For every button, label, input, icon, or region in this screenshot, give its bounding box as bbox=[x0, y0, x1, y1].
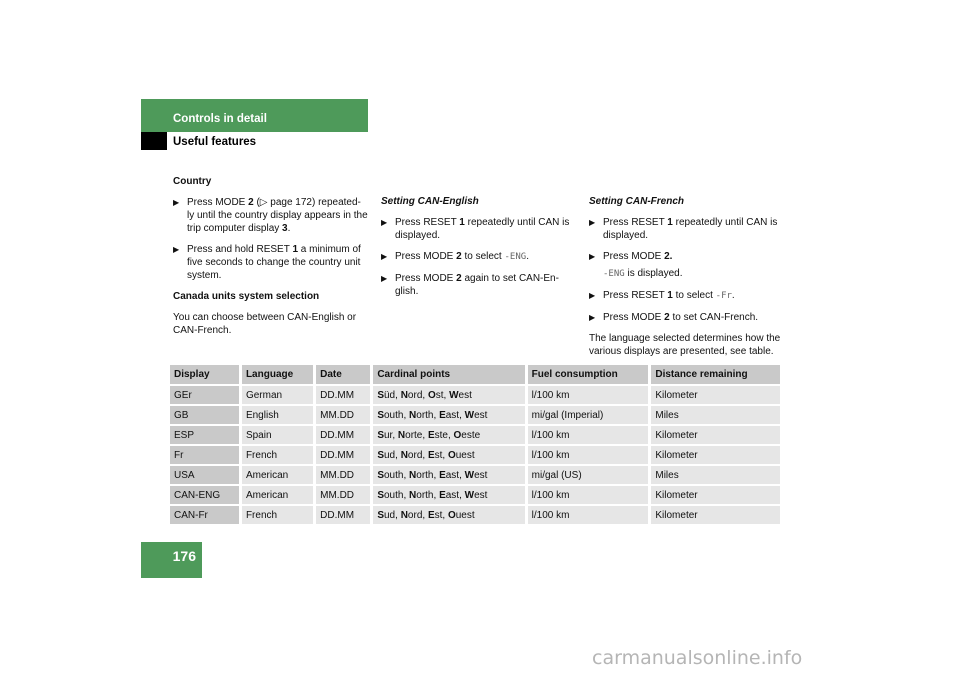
cardinal-initial: S bbox=[377, 489, 384, 501]
canada-text: You can choose between CAN-English or CAN-French. bbox=[173, 312, 357, 336]
cell-date: DD.MM bbox=[313, 446, 370, 464]
arrow-icon: ▶ bbox=[381, 274, 388, 283]
step-text: to select bbox=[672, 290, 716, 301]
cell-display: GB bbox=[170, 406, 239, 424]
step-num: 1 bbox=[667, 217, 673, 228]
can-english-step-2 bbox=[381, 250, 576, 264]
cardinal-initial: S bbox=[377, 469, 384, 481]
table-row bbox=[170, 426, 780, 444]
step-num: 1 bbox=[667, 290, 673, 301]
cardinal-rest: orth, bbox=[416, 469, 440, 481]
cell-language: French bbox=[239, 446, 313, 464]
step-num: 2. bbox=[664, 251, 673, 262]
cardinal-rest: outh, bbox=[384, 469, 410, 481]
cardinal-initial: O bbox=[453, 429, 462, 441]
step-text: again to set CAN-En-glish. bbox=[395, 273, 559, 297]
cell-distance: Kilometer bbox=[648, 426, 780, 444]
step-text: . bbox=[526, 251, 529, 262]
step-num: 2 bbox=[664, 312, 670, 323]
can-french-result bbox=[589, 267, 784, 281]
cardinal-initial: S bbox=[377, 389, 384, 401]
cell-language: French bbox=[239, 506, 313, 524]
cardinal-rest: ord, bbox=[407, 389, 428, 401]
header-marker bbox=[141, 132, 167, 150]
step-num: 3 bbox=[282, 223, 288, 234]
can-french-step-3 bbox=[589, 289, 784, 303]
step-text: Press MODE bbox=[395, 251, 457, 262]
cardinal-initial: O bbox=[447, 449, 456, 461]
cardinal-initial: E bbox=[427, 429, 435, 441]
cell-cardinal-points bbox=[370, 446, 524, 464]
cardinal-initial: O bbox=[427, 389, 436, 401]
step-text: Press MODE bbox=[187, 197, 249, 208]
can-english-step-3 bbox=[381, 272, 576, 298]
cardinal-rest: ord, bbox=[407, 449, 428, 461]
cardinal-initial: E bbox=[427, 509, 435, 521]
arrow-icon: ▶ bbox=[589, 291, 596, 300]
cardinal-initial: N bbox=[409, 489, 417, 501]
country-step-1 bbox=[173, 196, 368, 235]
cardinal-rest: ur, bbox=[384, 429, 398, 441]
canada-heading: Canada units system selection bbox=[173, 291, 320, 302]
step-text: Press RESET bbox=[395, 217, 460, 228]
cardinal-rest: orth, bbox=[416, 409, 440, 421]
step-num: 2 bbox=[248, 197, 254, 208]
header-cardinal-points: Cardinal points bbox=[370, 365, 524, 384]
can-french-step-2 bbox=[589, 250, 784, 263]
cell-language: Spain bbox=[239, 426, 313, 444]
cardinal-initial: N bbox=[400, 509, 408, 521]
cardinal-initial: E bbox=[439, 489, 446, 501]
cell-distance: Miles bbox=[648, 466, 780, 484]
language-note: The language selected determines how the various displays are presented, see table. bbox=[589, 333, 781, 357]
section-title: Controls in detail bbox=[173, 113, 267, 125]
step-text: Press MODE bbox=[395, 273, 457, 284]
cell-date: MM.DD bbox=[313, 486, 370, 504]
arrow-icon: ▶ bbox=[589, 218, 596, 227]
cardinal-rest: üd, bbox=[384, 389, 401, 401]
arrow-icon: ▶ bbox=[173, 245, 180, 254]
page-number: 176 bbox=[141, 542, 202, 578]
cell-date: DD.MM bbox=[313, 506, 370, 524]
cardinal-rest: ast, bbox=[445, 489, 465, 501]
step-text: repeatedly until CAN is displayed. bbox=[603, 217, 778, 241]
cardinal-initial: N bbox=[400, 389, 408, 401]
cell-cardinal-points bbox=[370, 506, 524, 524]
step-text: Press RESET bbox=[603, 217, 668, 228]
cell-date: DD.MM bbox=[313, 386, 370, 404]
cardinal-rest: orth, bbox=[416, 489, 440, 501]
step-text: Press MODE bbox=[603, 312, 665, 323]
cell-cardinal-points bbox=[370, 466, 524, 484]
cardinal-rest: st, bbox=[435, 389, 450, 401]
cardinal-initial: N bbox=[409, 409, 417, 421]
cardinal-initial: S bbox=[377, 429, 384, 441]
step-text: to select bbox=[461, 251, 505, 262]
step-num: 1 bbox=[459, 217, 465, 228]
cardinal-initial: N bbox=[400, 449, 408, 461]
cell-distance: Kilometer bbox=[648, 386, 780, 404]
cell-date: MM.DD bbox=[313, 466, 370, 484]
cardinal-initial: E bbox=[439, 469, 446, 481]
table-row bbox=[170, 486, 780, 504]
step-text: repeatedly until CAN is displayed. bbox=[395, 217, 570, 241]
cardinal-initial: W bbox=[464, 409, 475, 421]
arrow-icon: ▶ bbox=[381, 218, 388, 227]
cardinal-rest: uest bbox=[455, 509, 475, 521]
arrow-icon: ▶ bbox=[173, 198, 180, 207]
step-num: 1 bbox=[292, 244, 298, 255]
column-can-french bbox=[589, 195, 784, 366]
cell-cardinal-points bbox=[370, 426, 524, 444]
can-french-step-4 bbox=[589, 311, 784, 324]
cell-fuel: l/100 km bbox=[525, 446, 649, 464]
cardinal-rest: est bbox=[474, 409, 488, 421]
cell-fuel: l/100 km bbox=[525, 486, 649, 504]
header-fuel-consumption: Fuel consumption bbox=[525, 365, 649, 384]
cell-fuel: mi/gal (Imperial) bbox=[525, 406, 649, 424]
cardinal-rest: uest bbox=[455, 449, 475, 461]
column-country bbox=[173, 175, 368, 345]
can-english-heading: Setting CAN-English bbox=[381, 196, 479, 207]
table-row bbox=[170, 406, 780, 424]
cardinal-rest: outh, bbox=[384, 409, 410, 421]
cardinal-initial: N bbox=[397, 429, 406, 441]
cardinal-rest: ord, bbox=[407, 509, 428, 521]
cell-display: Fr bbox=[170, 446, 239, 464]
cardinal-initial: S bbox=[377, 509, 384, 521]
cell-fuel: mi/gal (US) bbox=[525, 466, 649, 484]
cardinal-rest: est bbox=[458, 389, 472, 401]
header-date: Date bbox=[313, 365, 370, 384]
language-table bbox=[170, 363, 780, 526]
section-subtitle: Useful features bbox=[173, 136, 257, 148]
header-distance-remaining: Distance remaining bbox=[648, 365, 780, 384]
step-text: Press MODE bbox=[603, 251, 665, 262]
cell-language: American bbox=[239, 466, 313, 484]
step-num: 2 bbox=[456, 273, 462, 284]
cardinal-initial: E bbox=[427, 449, 435, 461]
table-row bbox=[170, 506, 780, 524]
cell-fuel: l/100 km bbox=[525, 506, 649, 524]
watermark: carmanualsonline.info bbox=[592, 647, 803, 669]
column-can-english bbox=[381, 195, 576, 306]
step-text: . bbox=[731, 290, 735, 301]
cell-distance: Kilometer bbox=[648, 446, 780, 464]
cell-display: USA bbox=[170, 466, 239, 484]
cardinal-rest: ast, bbox=[445, 409, 465, 421]
arrow-icon: ▶ bbox=[381, 252, 388, 261]
table-row bbox=[170, 446, 780, 464]
cell-display: CAN-ENG bbox=[170, 486, 239, 504]
cardinal-initial: E bbox=[439, 409, 446, 421]
cell-fuel: l/100 km bbox=[525, 426, 649, 444]
header-language: Language bbox=[239, 365, 313, 384]
cardinal-rest: ud, bbox=[384, 449, 401, 461]
step-text: a minimum of five seconds to change the country unit system. bbox=[187, 244, 361, 281]
cardinal-rest: ste, bbox=[434, 429, 454, 441]
country-step-2 bbox=[173, 243, 368, 282]
cardinal-rest: est bbox=[474, 469, 488, 481]
step-text: to set CAN-French. bbox=[669, 312, 759, 323]
table-row bbox=[170, 466, 780, 484]
cell-fuel: l/100 km bbox=[525, 386, 649, 404]
step-text: Press RESET bbox=[603, 290, 668, 301]
cell-display: CAN-Fr bbox=[170, 506, 239, 524]
arrow-icon: ▶ bbox=[589, 252, 596, 261]
cell-display: GEr bbox=[170, 386, 239, 404]
can-french-heading: Setting CAN-French bbox=[589, 196, 684, 207]
cardinal-rest: est bbox=[474, 489, 488, 501]
cardinal-rest: st, bbox=[434, 449, 448, 461]
cell-distance: Kilometer bbox=[648, 506, 780, 524]
display-code: -Fr bbox=[715, 291, 732, 301]
cardinal-rest: este bbox=[461, 429, 481, 441]
cell-distance: Kilometer bbox=[648, 486, 780, 504]
cell-date: DD.MM bbox=[313, 426, 370, 444]
step-text: is displayed. bbox=[624, 268, 683, 279]
cardinal-initial: O bbox=[447, 509, 456, 521]
cardinal-initial: W bbox=[449, 389, 459, 401]
display-code: -ENG bbox=[504, 252, 527, 262]
cell-language: American bbox=[239, 486, 313, 504]
step-num: 2 bbox=[456, 251, 462, 262]
cell-language: English bbox=[239, 406, 313, 424]
cardinal-initial: W bbox=[464, 469, 475, 481]
cell-cardinal-points bbox=[370, 406, 524, 424]
cardinal-rest: ud, bbox=[384, 509, 401, 521]
step-text: . bbox=[287, 223, 291, 234]
cardinal-rest: orte, bbox=[405, 429, 428, 441]
country-heading: Country bbox=[173, 176, 212, 187]
display-code: -ENG bbox=[603, 269, 625, 279]
cell-cardinal-points bbox=[370, 486, 524, 504]
table-header-row bbox=[170, 365, 780, 384]
cardinal-initial: W bbox=[464, 489, 475, 501]
cardinal-rest: outh, bbox=[384, 489, 410, 501]
step-text: Press and hold RESET bbox=[187, 244, 293, 255]
can-french-step-1 bbox=[589, 216, 784, 242]
cell-display: ESP bbox=[170, 426, 239, 444]
arrow-icon: ▶ bbox=[589, 313, 596, 322]
cardinal-initial: N bbox=[409, 469, 417, 481]
can-english-step-1 bbox=[381, 216, 576, 242]
cell-date: MM.DD bbox=[313, 406, 370, 424]
cell-distance: Miles bbox=[648, 406, 780, 424]
cardinal-initial: S bbox=[377, 449, 384, 461]
table-row bbox=[170, 386, 780, 404]
cell-cardinal-points bbox=[370, 386, 524, 404]
cardinal-initial: S bbox=[377, 409, 384, 421]
step-text: (▷ page 172) repeated-ly until the country display appears in the trip computer display bbox=[187, 197, 368, 234]
header-display: Display bbox=[170, 365, 239, 384]
cell-language: German bbox=[239, 386, 313, 404]
cardinal-rest: ast, bbox=[445, 469, 465, 481]
cardinal-rest: st, bbox=[434, 509, 448, 521]
table-body bbox=[170, 386, 780, 524]
